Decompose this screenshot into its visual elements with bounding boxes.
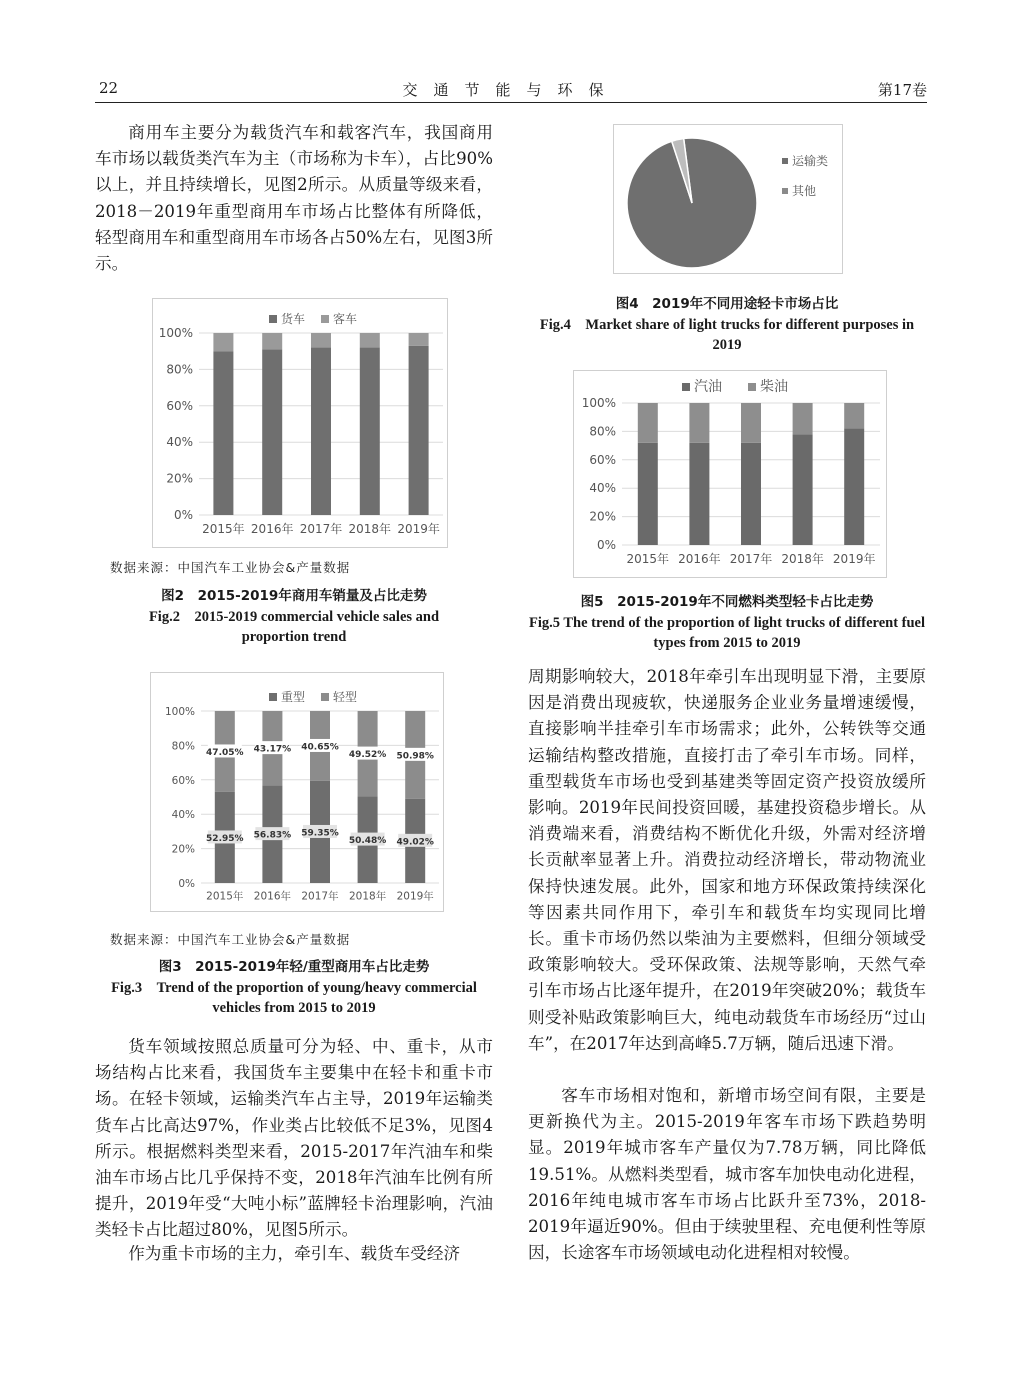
legend-swatch [321,315,329,323]
figure-5-caption-en: Fig.5 The trend of the proportion of light trucks of different fuel types from 2015 to 2019 [528,615,926,651]
figure-4-svg [614,125,842,273]
figure-4-chart [613,124,843,274]
x-tick-label: 2017年 [301,890,339,903]
data-label: 43.17% [253,744,292,755]
y-tick-label: 40% [589,481,616,496]
y-tick-label: 60% [171,774,195,787]
y-tick-label: 20% [171,843,195,856]
page-number: 22 [99,79,119,97]
journal-title: 交通节能与环保 [402,81,620,99]
y-tick-label: 60% [166,398,193,413]
figure-3-chart [150,672,444,912]
bar-柴油 [793,403,813,434]
x-tick-label: 2016年 [678,552,721,566]
legend-entry: 其他 [792,184,817,198]
figure-2-chart [152,298,448,548]
legend-entry: 重型 [281,690,306,704]
left-paragraph-2: 货车领域按照总质量可分为轻、中、重卡，从市场结构占比来看，我国货车主要集中在轻卡和重卡市场。在轻卡领域，运输类汽车占主导，2019年运输类货车占比高达97%，作业类占比较低不足3%，见图4所示。根据燃料类型来看，2015-2017年汽油车和柴油车市场占比几乎保持不变，2018年汽油车比例有所提升，2019年受“大吨小标”蓝牌轻卡治理影响，汽油类轻卡占比超过80%，见图5所示。 [95,1037,493,1240]
bar-柴油 [689,403,709,443]
y-tick-label: 80% [166,362,193,377]
right-paragraph-2: 客车市场相对饱和，新增市场空间有限，主要是更新换代为主。2015-2019年客车市场下跌趋势明显。2019年城市客车产量仅为7.78万辆，同比降低19.51%。从燃料类型看，城市客车加快电动化进程，2016年纯电城市客车市场占比跃升至73%，2018-2019年逼近90%。但由于续驶里程、充电便利性等原因，长途客车市场领域电动化进程相对较慢。 [528,1086,926,1263]
bar-客车 [213,333,233,351]
y-tick-label: 80% [589,424,616,439]
bar-柴油 [638,403,658,443]
data-label: 40.65% [301,742,339,753]
volume-label: 第17卷 [877,81,927,99]
x-tick-label: 2017年 [729,552,773,566]
figure-3-source: 数据来源：中国汽车工业协会&产量数据 [110,932,351,947]
legend-swatch [748,383,756,391]
bar-货车 [360,348,380,515]
x-tick-label: 2015年 [202,522,245,536]
legend-swatch [321,693,329,701]
x-tick-label: 2018年 [348,522,392,536]
bar-货车 [311,348,331,515]
bar-汽油 [741,443,761,545]
x-tick-label: 2018年 [781,552,824,566]
bar-汽油 [793,434,813,545]
bar-汽油 [844,429,864,545]
y-tick-label: 80% [171,740,195,753]
data-label: 56.83% [253,830,292,841]
bar-汽油 [638,443,658,545]
x-tick-label: 2019年 [396,890,434,903]
y-tick-label: 100% [158,326,193,340]
y-tick-label: 100% [581,396,616,410]
legend-entry: 货车 [281,312,306,326]
bar-客车 [360,333,380,348]
x-tick-label: 2016年 [250,522,294,536]
figure-5-svg [574,371,886,577]
legend-entry: 柴油 [760,379,788,395]
right-paragraph-1: 周期影响较大，2018年牵引车出现明显下滑，主要原因是消费出现疲软，快递服务企业业务量增速缓慢，直接影响半挂牵引车市场需求；此外，公转铁等交通运输结构整改措施，直接打击了牵引车市场。同样，重型载货车市场也受到基建类等固定资产投资放缓所影响。2019年民间投资回暖，基建投资稳步增长。从消费端来看，消费结构不断优化升级，外需对经济增长贡献率显著上升。消费拉动经济增长，带动物流业保持快速发展。此外，国家和地方环保政策持续深化等因素共同作用下，牵引车和载货车均实现同比增长。重卡市场仍然以柴油为主要燃料，但细分领域受政策影响较大。受环保政策、法规等影响，天然气牵引车市场占比逐年提升，在2019年突破20%；载货车则受补贴政策影响巨大，纯电动载货车市场经历“过山车”，在2017年达到高峰5.7万辆，随后迅速下滑。 [528,667,926,1053]
y-tick-label: 100% [164,706,195,718]
legend-entry: 运输类 [792,154,829,168]
x-tick-label: 2015年 [626,552,670,566]
y-tick-label: 0% [596,538,616,552]
figure-2-source: 数据来源：中国汽车工业协会&产量数据 [110,560,351,575]
y-tick-label: 40% [171,809,195,822]
bar-货车 [213,351,233,515]
x-tick-label: 2018年 [348,890,387,903]
bar-柴油 [844,403,864,429]
data-label: 50.98% [396,751,434,762]
legend-swatch [269,315,277,323]
bar-客车 [262,333,282,349]
bar-货车 [409,346,429,515]
left-paragraph-3: 作为重卡市场的主力，牵引车、载货车受经济 [128,1244,461,1263]
x-tick-label: 2016年 [253,890,292,903]
legend-entry: 轻型 [333,690,358,704]
y-tick-label: 60% [589,452,616,467]
legend-swatch [682,383,690,391]
bar-客车 [409,333,429,346]
legend-swatch [782,158,788,164]
data-label: 59.35% [301,828,339,839]
figure-3-caption-cn: 图3 2015-2019年轻/重型商用车占比走势 [158,959,430,975]
data-label: 49.02% [396,837,434,848]
figure-4-caption-cn: 图4 2019年不同用途轻卡市场占比 [615,296,839,312]
bar-货车 [262,349,282,515]
x-tick-label: 2019年 [832,552,876,566]
x-tick-label: 2017年 [299,522,343,536]
figure-3-caption-en: Fig.3 Trend of the proportion of young/heavy commercial vehicles from 2015 to 2019 [111,980,477,1016]
figure-5-caption-cn: 图5 2015-2019年不同燃料类型轻卡占比走势 [580,594,874,610]
y-tick-label: 20% [589,509,616,524]
legend-entry: 客车 [333,312,358,326]
figure-5-chart [573,370,887,578]
legend-swatch [782,188,788,194]
figure-3-svg [151,673,443,911]
data-label: 50.48% [348,836,387,847]
data-label: 47.05% [206,747,244,758]
left-paragraph-1: 商用车主要分为载货汽车和载客汽车，我国商用车市场以载货类汽车为主（市场称为卡车），占比90%以上，并且持续增长，见图2所示。从质量等级来看，2018－2019年重型商用车市场占比整体有所降低，轻型商用车和重型商用车市场各占50%左右，见图3所示。 [95,123,493,274]
y-tick-label: 20% [166,471,193,486]
figure-2-caption-en: Fig.2 2015-2019 commercial vehicle sales and proportion trend [148,609,440,645]
y-tick-label: 0% [173,508,193,522]
legend-swatch [269,693,277,701]
bar-客车 [311,333,331,348]
x-tick-label: 2019年 [397,522,440,536]
bar-汽油 [689,443,709,545]
data-label: 52.95% [206,833,244,844]
legend-entry: 汽油 [694,379,722,395]
y-tick-label: 0% [178,878,195,890]
figure-2-caption-cn: 图2 2015-2019年商用车销量及占比走势 [161,588,427,604]
x-tick-label: 2015年 [206,890,244,903]
data-label: 49.52% [348,750,387,761]
figure-4-caption-en: Fig.4 Market share of light trucks for different purposes in 2019 [539,317,915,353]
running-head [95,76,927,103]
bar-柴油 [741,403,761,443]
figure-2-svg [153,299,447,547]
y-tick-label: 40% [166,435,193,450]
